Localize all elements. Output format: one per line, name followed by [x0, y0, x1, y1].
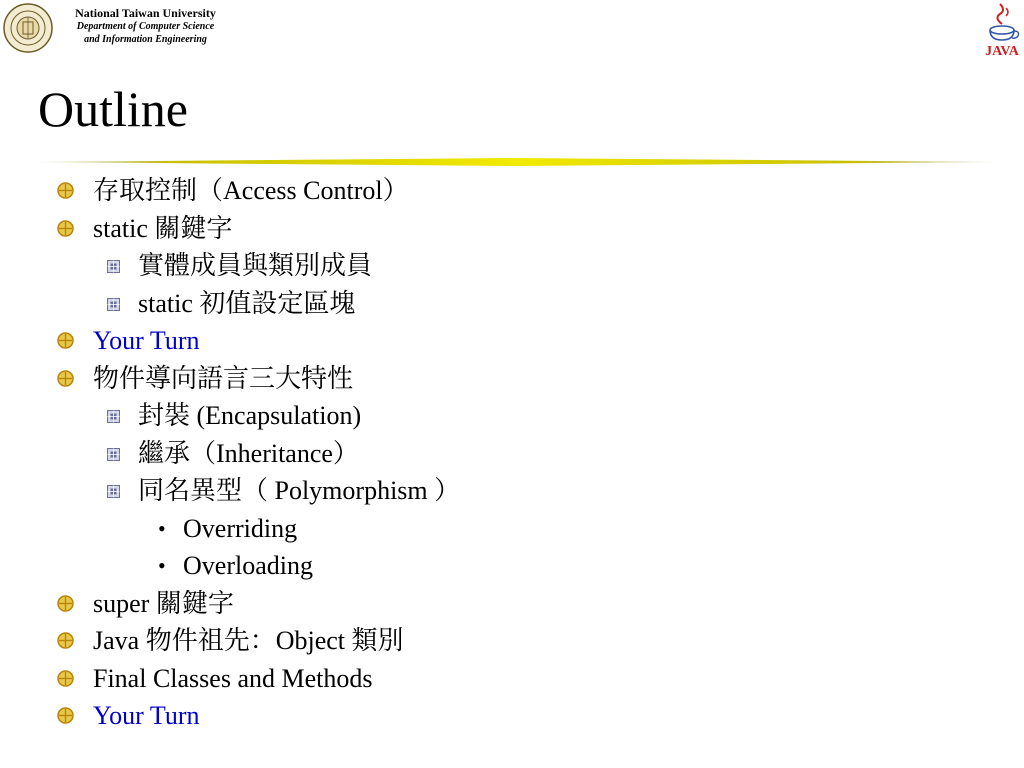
- bullet-icon: [57, 332, 74, 349]
- outline-item: static 初值設定區塊: [138, 288, 356, 318]
- university-name: National Taiwan University: [75, 6, 216, 20]
- outline-item: Your Turn: [93, 701, 200, 730]
- university-block: [58, 6, 233, 46]
- bullet-icon: [57, 220, 74, 237]
- department-line-2: and Information Engineering: [84, 34, 207, 45]
- outline-item: Final Classes and Methods: [93, 663, 373, 693]
- outline-item: 封裝 (Encapsulation): [138, 401, 362, 430]
- outline-item: 存取控制（Access Control）: [93, 176, 409, 205]
- sub-bullet-icon: [107, 298, 120, 311]
- outline-item: Overriding: [183, 513, 298, 543]
- sub-bullet-icon: [107, 260, 120, 273]
- bullet-icon: [57, 707, 74, 724]
- sub-bullet-icon: [107, 410, 120, 423]
- bullet-icon: [57, 632, 74, 649]
- slide-header: [0, 0, 1024, 60]
- outline-item: static 關鍵字: [93, 213, 233, 243]
- outline-item: super 關鍵字: [93, 588, 234, 618]
- dot-bullet-icon: •: [158, 515, 166, 541]
- outline-item: 繼承（Inheritance）: [138, 438, 359, 468]
- bullet-icon: [57, 595, 74, 612]
- outline-item: Java 物件祖先：Object 類別: [93, 626, 404, 655]
- outline-item: 實體成員與類別成員: [138, 251, 373, 280]
- slide-title: Outline: [38, 81, 188, 137]
- outline-item: 同名異型（ Polymorphism ）: [138, 476, 461, 505]
- bullet-icon: [57, 670, 74, 687]
- title-divider: [35, 158, 997, 166]
- bullet-icon: [57, 370, 74, 387]
- department-line-1: Department of Computer Science: [76, 21, 215, 32]
- outline-item: 物件導向語言三大特性: [93, 363, 354, 393]
- sub-bullet-icon: [107, 448, 120, 461]
- outline-item: Your Turn: [93, 326, 200, 355]
- ntu-seal-icon: [3, 3, 53, 53]
- bullet-icon: [57, 182, 74, 199]
- outline-item: Overloading: [183, 551, 313, 580]
- dot-bullet-icon: •: [158, 553, 166, 578]
- java-logo-text: JAVA: [985, 44, 1019, 59]
- java-logo-icon: [980, 0, 1024, 60]
- sub-bullet-icon: [107, 485, 120, 498]
